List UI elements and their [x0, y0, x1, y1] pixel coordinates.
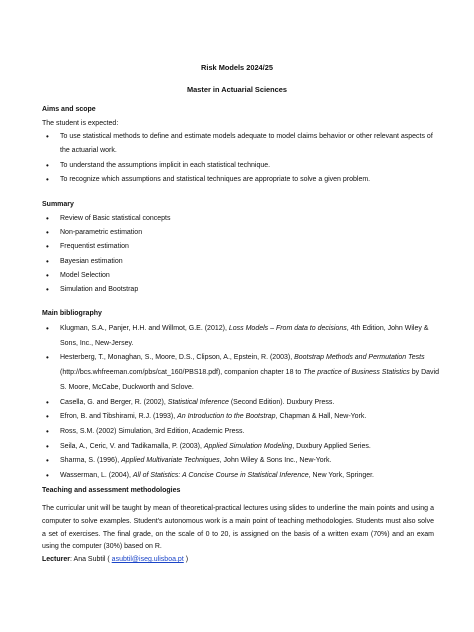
bib-publisher: by David S. Moore, McCabe, Duckworth and Sclove. [60, 369, 439, 391]
bib-authors: Seila, A., Ceric, V. and Tadikamalla, P. (2003), [60, 442, 204, 450]
lecturer-email-link[interactable]: asubtil@iseg.ulisboa.pt [111, 556, 184, 563]
bib-publisher: , Chapman & Hall, New-York. [275, 413, 367, 421]
list-item: • Frequentist estimation [0, 240, 474, 254]
list-item: • Simulation and Bootstrap [0, 283, 474, 297]
bib-authors: Hesterberg, T., Monaghan, S., Moore, D.S., Clipson, A., Epstein, R. (2003), [60, 354, 295, 362]
bib-publisher: (http://bcs.whfreeman.com/pbs/cat_160/PBS18.pdf), companion chapter 18 to [60, 369, 304, 377]
bibliography-item [0, 410, 474, 425]
list-item: • Review of Basic statistical concepts [0, 212, 474, 226]
bibliography-item [0, 469, 474, 484]
lecturer-separator: : [70, 556, 74, 563]
bib-authors: Wasserman, L. (2004), [60, 472, 133, 480]
bib-publisher: , Duxbury Applied Series. [292, 442, 371, 450]
bib-authors: Casella, G. and Berger, R. (2002), [60, 398, 168, 406]
aims-list [0, 130, 474, 187]
bibliography-item [0, 425, 474, 440]
bib-authors: Ross, S.M. (2002) Simulation, 3rd Edition, Academic Press. [60, 427, 245, 435]
document-title: Risk Models 2024/25 [201, 63, 273, 72]
bib-authors: Klugman, S.A., Panjer, H.H. and Willmot, G.E. (2012), [60, 325, 229, 332]
lecturer-label: Lecturer [42, 556, 71, 563]
list-item: • Non-parametric estimation [0, 226, 474, 240]
bibliography-item [0, 396, 474, 411]
list-item: • To understand the assumptions implicit in each statistical technique. [0, 159, 474, 173]
list-item: • To recognize which assumptions and statistical techniques are appropriate to solve a given problem. [0, 173, 474, 187]
bibliography-item [0, 440, 474, 455]
program-name: Master in Actuarial Sciences [187, 85, 287, 94]
teaching-body: The curricular unit will be taught by mean of theoretical-practical lectures using slides to underline the main points and using a computer to solve examples. Student's autonomous work is a main point of teaching methodologies. Students must also solve a set of exercises. The final grade, on the scale of 0 to 20, is assigned on the basis of a written exam (70%) and an exam using the computer (30%) based on R. [42, 505, 434, 551]
bib-title: Statistical Inference [167, 398, 229, 406]
bibliography-heading: Main bibliography [42, 310, 102, 317]
bib-title: Loss Models – From data to decisions [228, 325, 347, 332]
bib-title: An Introduction to the Bootstrap [177, 413, 276, 421]
teaching-heading: Teaching and assessment methodologies [42, 487, 181, 494]
aims-intro: The student is expected: [42, 120, 119, 127]
bib-publisher: , John Wiley & Sons Inc., New-York. [219, 457, 332, 465]
lecturer-close: ) [183, 556, 189, 563]
list-item: • To use statistical methods to define and estimate models adequate to model claims behavior or other relevant aspects of the actuarial work. [0, 130, 474, 159]
lecturer-line [42, 556, 188, 563]
bib-publisher: , New York, Springer. [308, 472, 374, 480]
bib-title: All of Statistics: A Concise Course in Statistical Inference [132, 472, 309, 480]
bib-title: Applied Multivariate Techniques [121, 457, 220, 465]
bib-title: The practice of Business Statistics [303, 369, 410, 377]
bib-publisher: (Second Edition). Duxbury Press. [228, 398, 335, 406]
bib-authors: Sharma, S. (1996), [60, 457, 122, 465]
summary-list [0, 212, 474, 297]
bib-authors: Efron, B. and Tibshirami, R.J. (1993), [60, 413, 178, 421]
bibliography-item [0, 351, 474, 395]
bibliography-list [0, 322, 474, 484]
bib-title: Applied Simulation Modeling [203, 442, 293, 450]
bibliography-item [0, 454, 474, 469]
bib-title: Bootstrap Methods and Permutation Tests [294, 354, 425, 362]
list-item: • Bayesian estimation [0, 255, 474, 269]
bib-publisher: , 4th Edition, John Wiley & Sons, Inc., New-Jersey. [60, 325, 429, 347]
aims-heading: Aims and scope [42, 106, 96, 113]
lecturer-name: Ana Subtil ( [73, 556, 112, 563]
bibliography-item [0, 322, 474, 351]
list-item: • Model Selection [0, 269, 474, 283]
summary-heading: Summary [42, 201, 74, 208]
